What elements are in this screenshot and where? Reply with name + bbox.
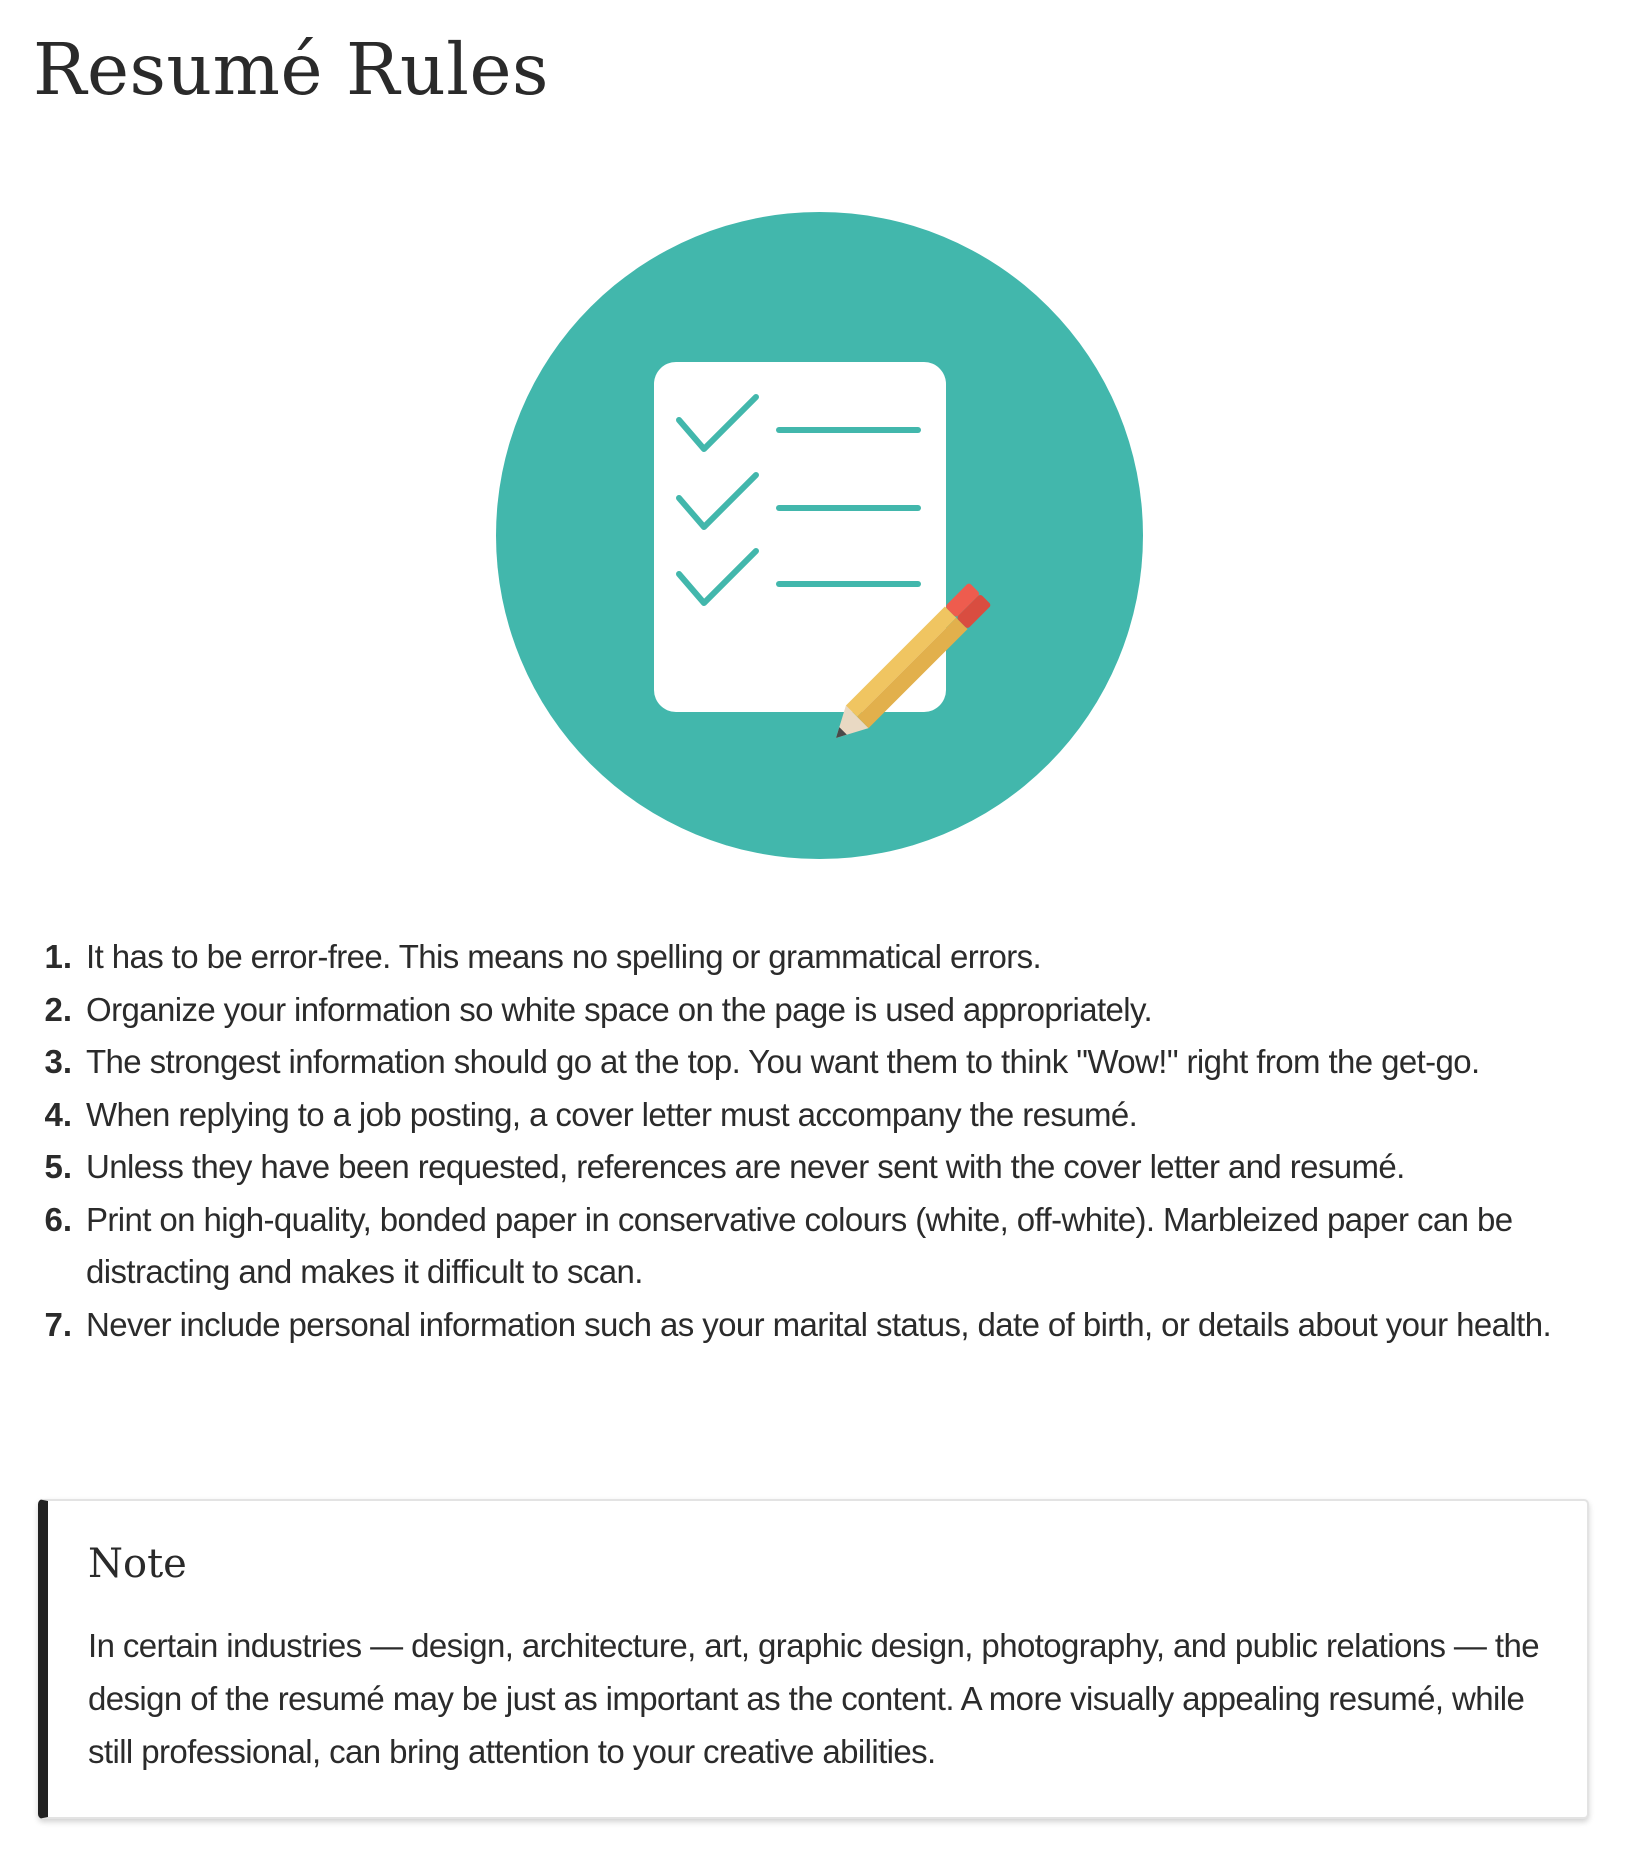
rule-number: 2.	[44, 990, 72, 1028]
checklist-illustration	[496, 212, 1143, 859]
rule-item	[0, 1299, 1625, 1352]
rule-item	[0, 1036, 1625, 1089]
rule-item	[0, 1089, 1625, 1142]
rule-text: When replying to a job posting, a cover letter must accompany the resumé.	[86, 1095, 1138, 1133]
note-body: In certain industries — design, architecture, art, graphic design, photography, and public relations — the design of the resumé may be just as important as the content. A more visually appealing resumé, while still professional, can bring attention to your creative abilities.	[88, 1627, 1539, 1770]
rule-number: 7.	[44, 1305, 72, 1343]
rule-number: 5.	[44, 1148, 72, 1185]
rule-text: Print on high-quality, bonded paper in conservative colours (white, off-white). Marbleized paper can be distracting and makes it difficult to scan.	[86, 1200, 1513, 1290]
rule-text: Never include personal information such as your marital status, date of birth, or details about your health.	[86, 1305, 1552, 1343]
rule-item	[0, 1141, 1625, 1194]
rule-item	[0, 1194, 1625, 1299]
rule-text: Unless they have been requested, references are never sent with the cover letter and resumé.	[86, 1148, 1405, 1185]
rule-number: 6.	[44, 1200, 72, 1238]
rule-text: The strongest information should go at the top. You want them to think "Wow!" right from the get-go.	[86, 1043, 1480, 1080]
note-callout	[38, 1499, 1589, 1819]
rules-list	[0, 931, 1625, 1351]
rule-item	[0, 984, 1625, 1037]
rule-text: It has to be error-free. This means no spelling or grammatical errors.	[86, 938, 1042, 975]
rule-number: 3.	[44, 1043, 72, 1080]
rule-item	[0, 931, 1625, 984]
checklist-with-pencil-icon	[496, 212, 1143, 859]
rule-number: 4.	[44, 1095, 72, 1133]
page-title: Resumé Rules	[33, 28, 549, 111]
note-title: Note	[88, 1541, 187, 1587]
rule-number: 1.	[44, 938, 72, 975]
rule-text: Organize your information so white space on the page is used appropriately.	[86, 990, 1153, 1028]
